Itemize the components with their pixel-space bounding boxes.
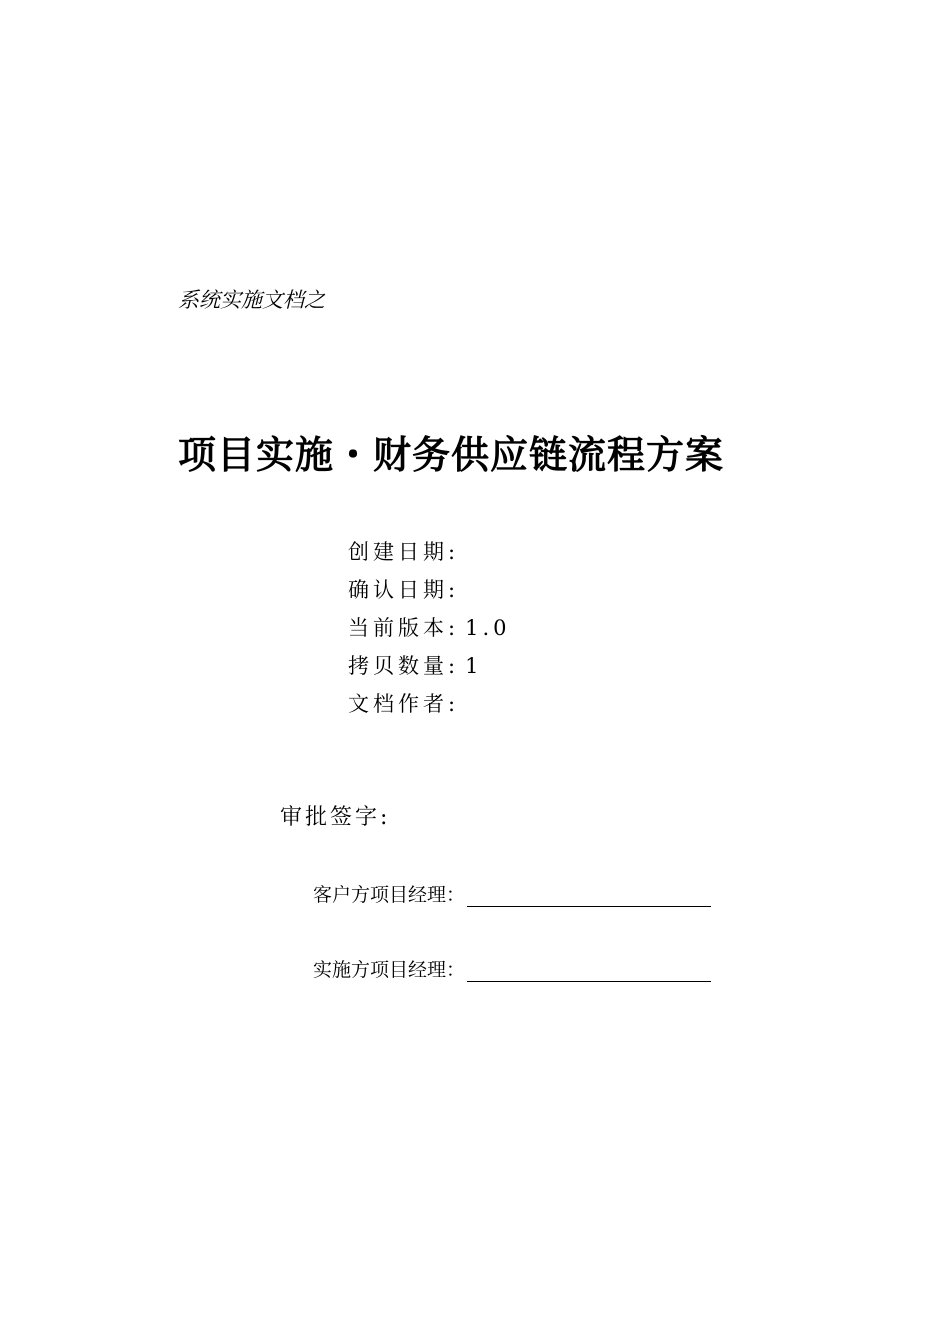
meta-label: 文档作者:: [348, 692, 460, 716]
document-subtitle: 系统实施文档之: [178, 288, 325, 312]
meta-row-created-date: [348, 536, 510, 574]
meta-label: 确认日期:: [348, 578, 460, 602]
meta-label: 拷贝数量:: [348, 654, 460, 678]
document-title: 项目实施・财务供应链流程方案: [178, 433, 725, 477]
meta-value: 1: [465, 654, 483, 678]
signature-label: 客户方项目经理：: [313, 884, 466, 906]
meta-row-version: [348, 612, 510, 650]
signature-row-vendor-pm: [313, 955, 711, 982]
meta-value: 1.0: [465, 616, 511, 640]
approval-label: 审批签字:: [280, 805, 391, 830]
signature-line: [467, 884, 711, 907]
meta-row-author: [348, 688, 510, 726]
document-meta-block: [348, 536, 510, 726]
meta-row-copy-count: [348, 650, 510, 688]
meta-label: 当前版本:: [348, 616, 460, 640]
signature-line: [467, 959, 711, 982]
meta-row-confirm-date: [348, 574, 510, 612]
signature-row-client-pm: [313, 880, 711, 907]
signature-label: 实施方项目经理：: [313, 959, 466, 981]
meta-label: 创建日期:: [348, 540, 460, 564]
